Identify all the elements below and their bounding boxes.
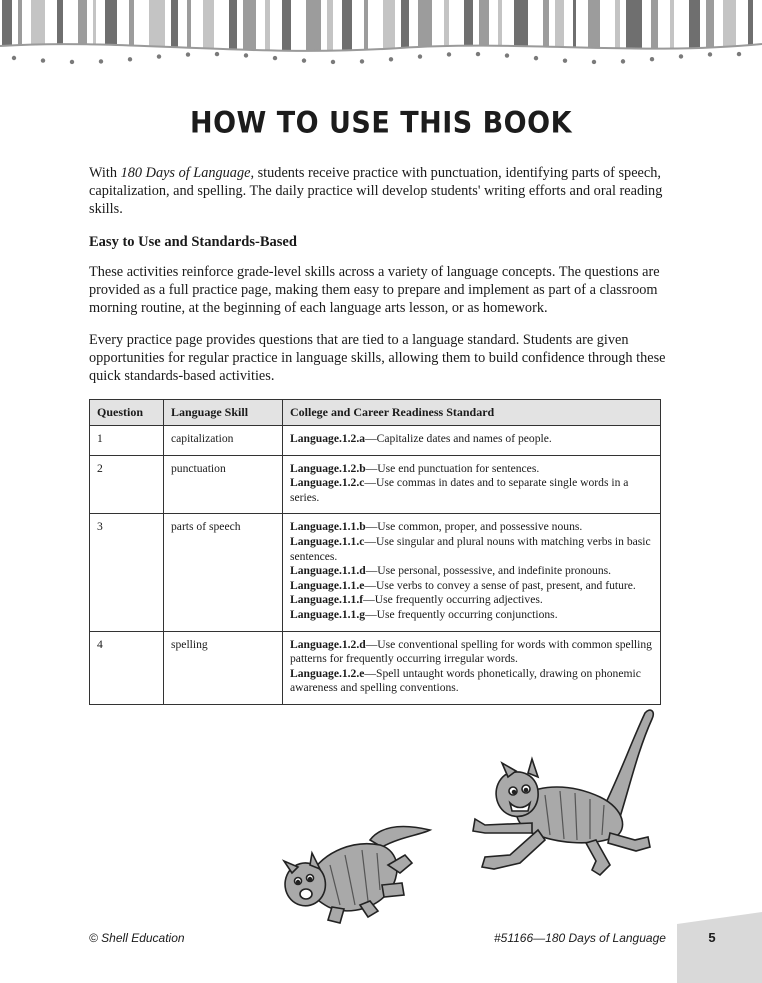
standard-text: —Use singular and plural nouns with matching verbs in basic sentences.	[290, 534, 651, 563]
standard-entry	[290, 638, 653, 667]
standard-code: Language.1.2.a	[290, 432, 366, 445]
table-row	[90, 631, 661, 704]
cell-standards	[283, 455, 661, 514]
table-row	[90, 514, 661, 631]
standard-code: Language.1.2.e	[290, 666, 365, 680]
standard-text: —Use frequently occurring conjunctions.	[365, 607, 558, 621]
standard-text: —Use conventional spelling for words with common spelling patterns for frequently occurring irregular words.	[290, 637, 652, 666]
standard-entry	[290, 535, 653, 564]
standard-code: Language.1.1.f	[290, 593, 364, 607]
standard-text: —Spell untaught words phonetically, drawing on phonemic awareness and spelling conventions.	[290, 666, 641, 695]
cell-question: 2	[90, 455, 164, 514]
standard-code: Language.1.1.d	[290, 564, 366, 578]
page-number-tab	[677, 912, 762, 983]
standard-entry	[290, 476, 653, 505]
standard-text: —Capitalize dates and names of people.	[365, 432, 552, 445]
standard-code: Language.1.2.d	[290, 637, 366, 651]
standard-entry	[290, 520, 653, 535]
cell-question: 4	[90, 631, 164, 704]
paragraph-activities: These activities reinforce grade-level skills across a variety of language concepts. The questions are provided as a full practice page, making them easy to prepare and implement as part of a classroom morning routine, at the beginning of each language arts lesson, or as homework.	[89, 264, 660, 316]
paragraph-practice: Every practice page provides questions that are tied to a language standard. Students are given opportunities for regular practice in language skills, allowing them to build confidence through these quick standards-based activities.	[89, 332, 666, 384]
cell-skill: capitalization	[164, 426, 283, 456]
cell-skill: spelling	[164, 631, 283, 704]
running-cat-left	[284, 827, 430, 923]
footer-product-id: #51166—180 Days of Language	[494, 931, 666, 945]
cell-skill: parts of speech	[164, 514, 283, 631]
page-title: HOW TO USE THIS BOOK	[189, 106, 573, 141]
intro-paragraph: With 180 Days of Language, students receive practice with punctuation, identifying parts of speech, capitalization, and spelling. The daily practice will develop students' writing efforts and oral reading skills.	[89, 165, 663, 217]
standard-entry	[290, 432, 653, 447]
standard-code: Language.1.1.e	[290, 578, 365, 592]
standard-text: —Use personal, possessive, and indefinite pronouns.	[365, 564, 612, 578]
standard-entry	[290, 608, 653, 623]
standard-text: —Use verbs to convey a sense of past, present, and future.	[364, 578, 636, 592]
header-standard: College and Career Readiness Standard	[283, 400, 661, 426]
cell-standards	[283, 426, 661, 456]
book-title: 180 Days of Language,	[120, 165, 255, 181]
standard-code: Language.1.1.c	[290, 534, 365, 548]
header-language-skill: Language Skill	[164, 400, 283, 426]
standard-entry	[290, 667, 653, 696]
footer-copyright: © Shell Education	[89, 931, 185, 945]
standard-entry	[290, 593, 653, 608]
table-row	[90, 426, 661, 456]
standards-table	[89, 399, 661, 705]
section-heading: Easy to Use and Standards-Based	[89, 234, 297, 250]
standard-entry	[290, 564, 653, 579]
standard-code: Language.1.2.b	[290, 461, 366, 475]
cell-standards	[283, 514, 661, 631]
standard-code: Language.1.1.g	[290, 607, 366, 621]
standard-text: —Use commas in dates and to separate single words in a series.	[290, 476, 629, 504]
header-question: Question	[90, 400, 164, 426]
table-header-row	[90, 400, 661, 426]
standard-text: —Use common, proper, and possessive nouns.	[365, 520, 583, 534]
standard-entry	[290, 462, 653, 477]
cell-question: 1	[90, 426, 164, 456]
standard-text: —Use end punctuation for sentences.	[365, 461, 540, 475]
top-stripe-banner	[0, 0, 762, 80]
page-number: 5	[708, 930, 716, 945]
standard-code: Language.1.1.b	[290, 520, 366, 534]
cell-question: 3	[90, 514, 164, 631]
running-cats-illustration	[270, 705, 670, 930]
standard-code: Language.1.2.c	[290, 476, 365, 490]
running-cat-right	[473, 710, 653, 875]
cell-skill: punctuation	[164, 455, 283, 514]
standard-text: —Use frequently occurring adjectives.	[363, 593, 543, 607]
cell-standards	[283, 631, 661, 704]
table-row	[90, 455, 661, 514]
standard-entry	[290, 579, 653, 594]
